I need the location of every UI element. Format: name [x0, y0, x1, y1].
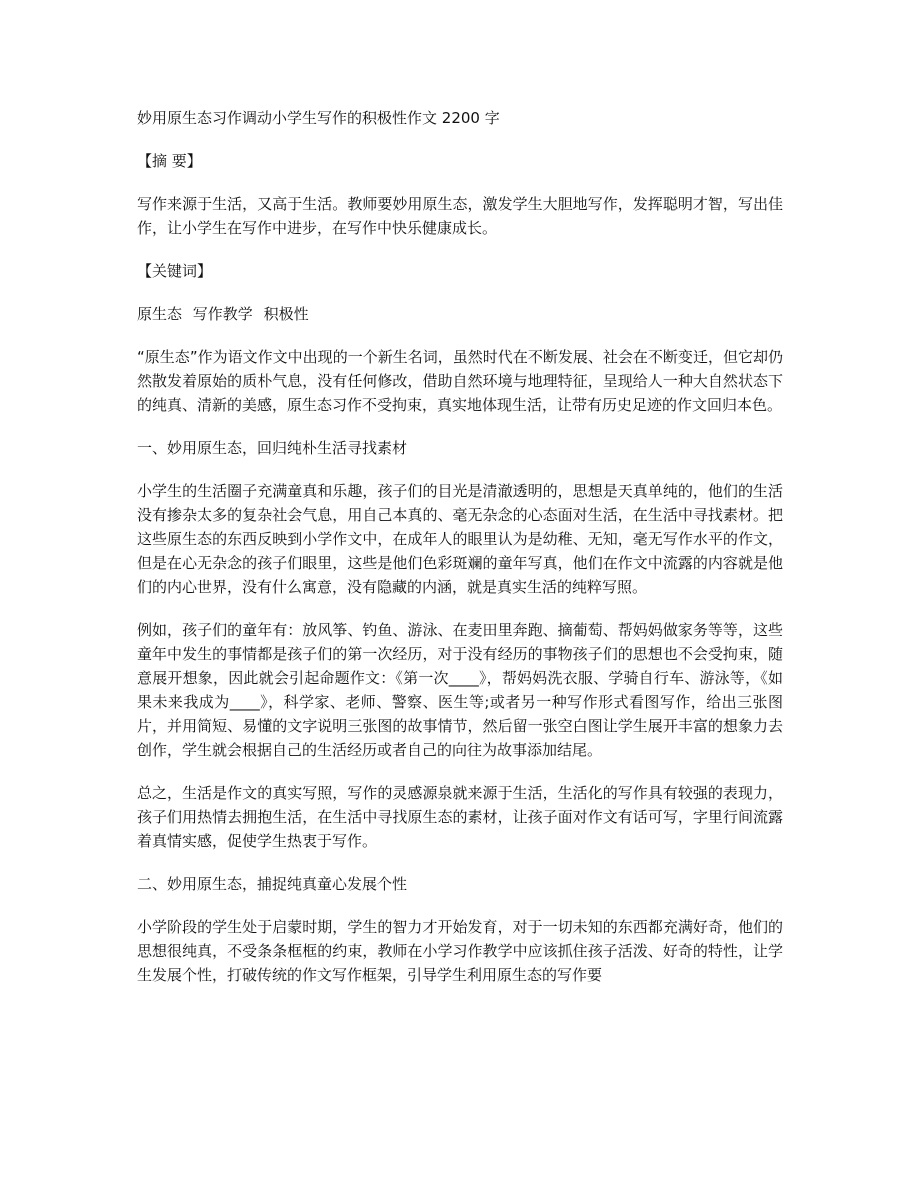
section-1-paragraph-1: 小学生的生活圈子充满童真和乐趣，孩子们的目光是清澈透明的，思想是天真单纯的，他们的生活没有掺杂太多的复杂社会气息，用自己本真的、毫无杂念的心态面对生活，在生活中寻找素材。把这些原生态的东西反映到小学作文中，在成年人的眼里认为是幼稚、无知，毫无写作水平的作文，但是在心无杂念的孩子们眼里，这些是他们色彩斑斓的童年写真，他们在作文中流露的内容就是他们的内心世界，没有什么寓意，没有隐藏的内涵，就是真实生活的纯粹写照。 — [137, 482, 783, 596]
section-2-heading: 二、妙用原生态，捕捉纯真童心发展个性 — [137, 875, 408, 893]
section-1-heading: 一、妙用原生态，回归纯朴生活寻找素材 — [137, 439, 408, 457]
document-page — [137, 106, 783, 1006]
keywords-heading: 【关键词】 — [137, 262, 213, 280]
document-title: 妙用原生态习作调动小学生写作的积极性作文 2200 字 — [137, 109, 500, 127]
keyword-item: 写作教学 — [192, 305, 253, 323]
abstract-heading: 【摘 要】 — [137, 152, 202, 170]
intro-paragraph: “原生态”作为语文作文中出现的一个新生名词，虽然时代在不断发展、社会在不断变迁，但它却仍然散发着原始的质朴气息，没有任何修改，借助自然环境与地理特征，呈现给人一种大自然状态下的纯真、清新的美感，原生态习作不受拘束，真实地体现生活，让带有历史足迹的作文回归本色。 — [137, 348, 783, 414]
section-1-paragraph-2: 例如，孩子们的童年有：放风筝、钓鱼、游泳、在麦田里奔跑、摘葡萄、帮妈妈做家务等等，这些童年中发生的事情都是孩子们的第一次经历，对于没有经历的事物孩子们的思想也不会受拘束，随意展开想象，因此就会引起命题作文：《第一次____》，帮妈妈洗衣服、学骑自行车、游泳等，《如果未来我成为____》，科学家、老师、警察、医生等;或者另一种写作形式看图写作，给出三张图片，并用简短、易懂的文字说明三张图的故事情节，然后留一张空白图让学生展开丰富的想象力去创作，学生就会根据自己的生活经历或者自己的向往为故事添加结尾。 — [137, 621, 783, 759]
keyword-item: 积极性 — [263, 305, 309, 323]
keywords-list — [137, 302, 783, 326]
abstract-text: 写作来源于生活，又高于生活。教师要妙用原生态，激发学生大胆地写作，发挥聪明才智，写出佳作，让小学生在写作中进步，在写作中快乐健康成长。 — [137, 195, 783, 237]
keyword-item: 原生态 — [137, 305, 183, 323]
section-2-paragraph-1: 小学阶段的学生处于启蒙时期，学生的智力才开始发育，对于一切未知的东西都充满好奇，他们的思想很纯真，不受条条框框的约束，教师在小学习作教学中应该抓住孩子活泼、好奇的特性，让学生发展个性，打破传统的作文写作框架，引导学生利用原生态的写作要 — [137, 918, 783, 984]
section-1-paragraph-3: 总之，生活是作文的真实写照，写作的灵感源泉就来源于生活，生活化的写作具有较强的表现力，孩子们用热情去拥抱生活，在生活中寻找原生态的素材，让孩子面对作文有话可写，字里行间流露着真情实感，促使学生热衷于写作。 — [137, 784, 783, 850]
